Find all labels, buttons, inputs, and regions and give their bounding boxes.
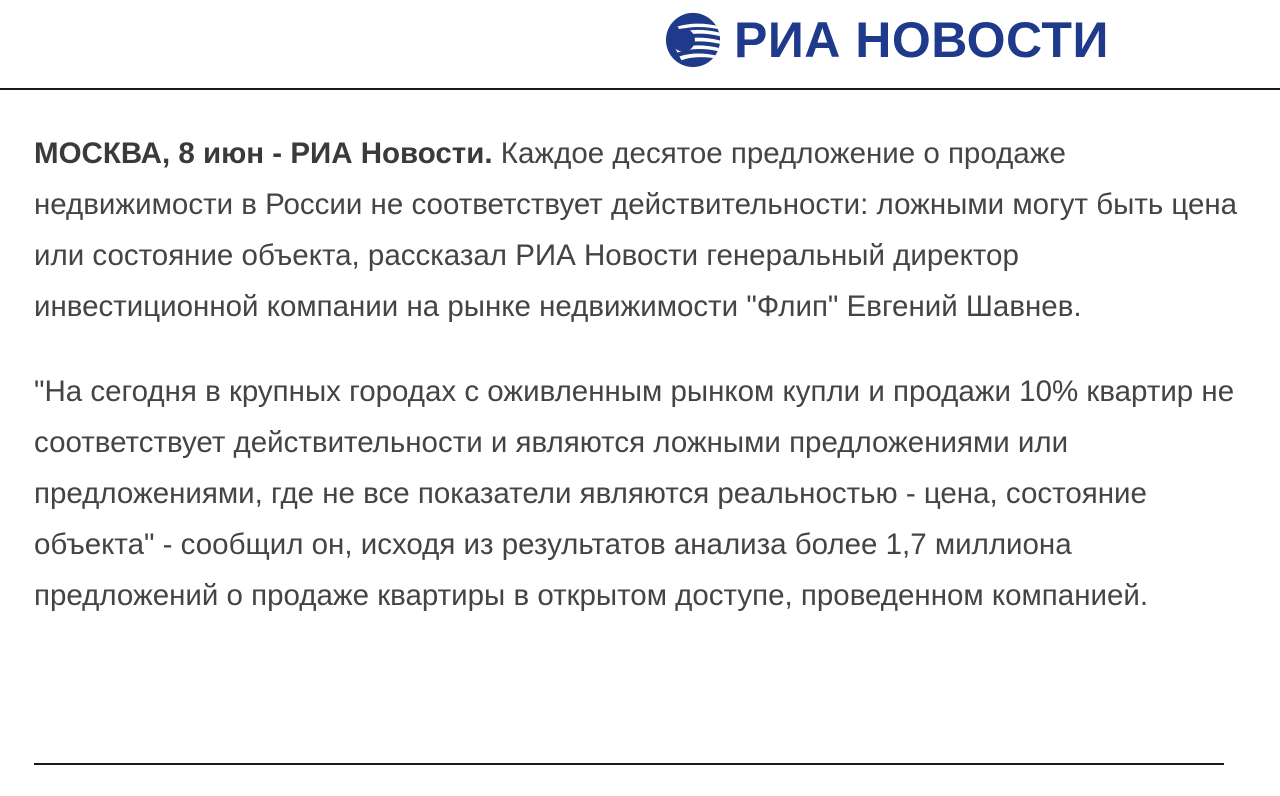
ria-logo[interactable] (664, 10, 1109, 70)
dateline: МОСКВА, 8 июн - РИА Новости. (34, 137, 493, 170)
site-header (0, 0, 1280, 90)
ria-globe-icon (664, 11, 722, 69)
paragraph-2: "На сегодня в крупных городах с оживленным рынком купли и продажи 10% квартир не соответствует действительности и являются ложными предложениями или предложениями, где не все показатели являются реальностью - цена, состояние объекта" - сообщил он, исходя из результатов анализа более 1,7 миллиона предложений о продаже квартиры в открытом доступе, проведенном компанией. (34, 375, 1235, 612)
article-body (34, 128, 1246, 621)
bottom-divider (34, 763, 1224, 765)
paragraph-1 (34, 128, 1246, 332)
logo-text: РИА НОВОСТИ (734, 12, 1109, 68)
paragraph-1-text: Каждое десятое предложение о продаже недвижимости в России не соответствует действительности: ложными могут быть цена или состояние объекта, рассказал РИА Новости генеральный директор инвестиционной компании на рынке недвижимости "Флип" Евгений Шавнев. (34, 137, 1238, 323)
